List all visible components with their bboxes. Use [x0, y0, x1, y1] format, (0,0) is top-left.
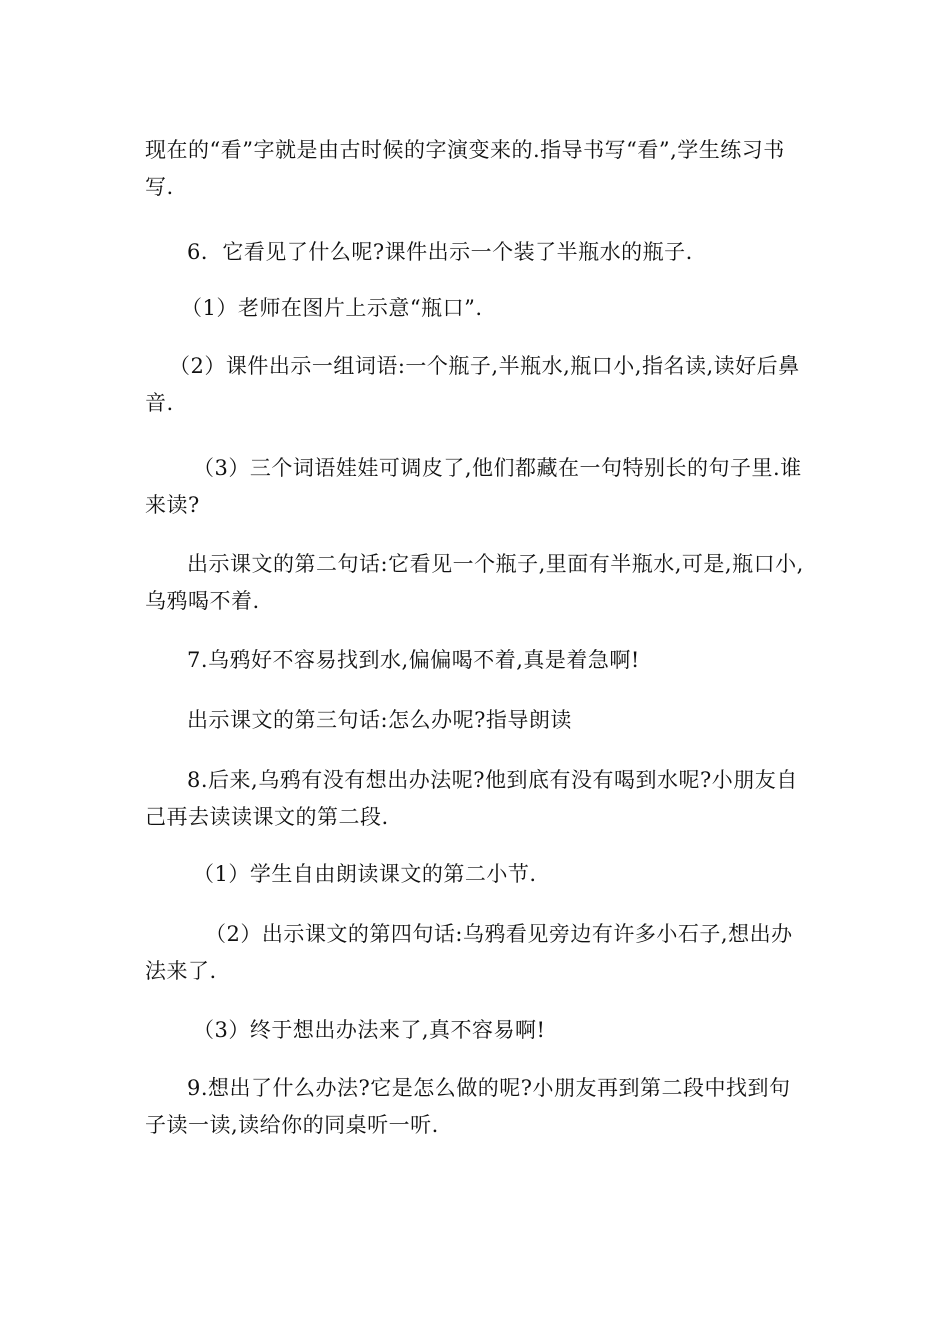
paragraph-item-7: 7.乌鸦好不容易找到水,偏偏喝不着,真是着急啊! [187, 648, 640, 672]
paragraph-item-8-2: （2）出示课文的第四句话:乌鸦看见旁边有许多小石子,想出办法来了. [145, 922, 793, 983]
paragraph-item-8-1: （1）学生自由朗读课文的第二小节. [193, 862, 537, 886]
paragraph-item-6-1: （1）老师在图片上示意“瓶口”. [181, 296, 483, 320]
paragraph-item-6-2: （2）课件出示一组词语:一个瓶子,半瓶水,瓶口小,指名读,读好后鼻音. [145, 354, 800, 415]
paragraph-item-9: 9.想出了什么办法?它是怎么做的呢?小朋友再到第二段中找到句子读一读,读给你的同桌听一听. [145, 1076, 791, 1137]
paragraph-item-6: 6．它看见了什么呢?课件出示一个装了半瓶水的瓶子. [187, 240, 693, 264]
paragraph-third-sentence: 出示课文的第三句话:怎么办呢?指导朗读 [187, 708, 572, 732]
paragraph-kan-character: 现在的“看”字就是由古时候的字演变来的.指导书写“看”,学生练习书写. [145, 138, 785, 199]
paragraph-item-8-3: （3）终于想出办法来了,真不容易啊! [193, 1018, 546, 1042]
paragraph-second-sentence: 出示课文的第二句话:它看见一个瓶子,里面有半瓶水,可是,瓶口小,乌鸦喝不着. [145, 552, 804, 613]
paragraph-item-8: 8.后来,乌鸦有没有想出办法呢?他到底有没有喝到水呢?小朋友自己再去读读课文的第二段. [145, 768, 798, 829]
paragraph-item-6-3: （3）三个词语娃娃可调皮了,他们都藏在一句特别长的句子里.谁来读? [145, 456, 802, 517]
